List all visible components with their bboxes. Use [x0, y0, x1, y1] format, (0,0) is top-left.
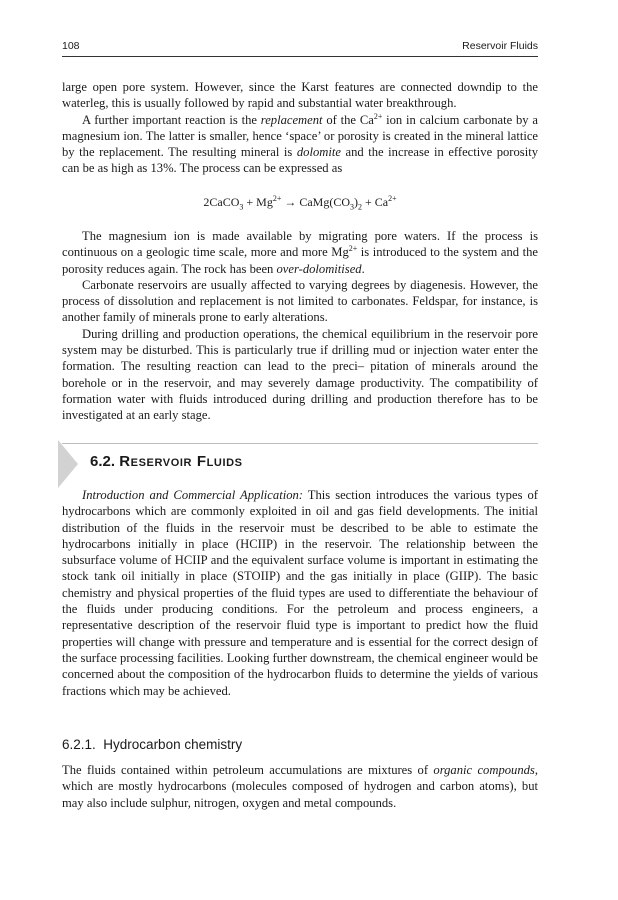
- term-replacement: replacement: [260, 112, 323, 127]
- page-number: 108: [62, 40, 80, 52]
- term-dolomite: dolomite: [296, 145, 341, 160]
- term-over-dolomitised: over-dolomitised: [276, 261, 362, 276]
- text-block-karst: [62, 79, 538, 177]
- text-block-diagenesis: [62, 228, 538, 424]
- paragraph-magnesium: The magnesium ion is made available by migrating pore waters. If the process is continuous on a geologic time scale, more and more $Mg^{2+}$ is introduced to the system and the porosity reduces again. The rock has been over-dolomitised.: [62, 229, 538, 276]
- subsection-title: Hydrocarbon chemistry: [103, 737, 243, 752]
- paragraph-carbonate: Carbonate reservoirs are usually affected to varying degrees by diagenesis. However, the process of dissolution and replacement is not limited to carbonates. Feldspar, for instance, is another family of minerals prone to early alterations.: [62, 277, 538, 325]
- section-number: 6.2.: [90, 453, 116, 470]
- section-rule: [62, 443, 538, 444]
- running-title: Reservoir Fluids: [462, 40, 538, 52]
- paragraph-drilling: During drilling and production operations, the chemical equilibrium in the reservoir pore system may be disturbed. This is particularly true if drilling mud or injection water enter the formation. The resulting reaction can lead to the preci– pitation of minerals around the borehole or in the reservoir, and may severely damage productivity. The compatibility of formation water with fluids introduced during drilling and production therefore has to be investigated at an early stage.: [62, 326, 538, 423]
- section-heading: [90, 453, 243, 470]
- intro-label: Introduction and Commercial Application:: [82, 488, 303, 502]
- section-title: Reservoir Fluids: [119, 453, 243, 470]
- paragraph-hydrocarbons: The fluids contained within petroleum accumulations are mixtures of organic compounds, which are mostly hydrocarbons (molecules composed of hydrogen and carbon atoms), but may also include sulphur, nitrogen, oxygen and metal compounds.: [62, 763, 538, 810]
- text-block-introduction: [62, 487, 538, 699]
- paragraph-introduction: Introduction and Commercial Application: This section introduces the various types of hydrocarbons which are commonly exploited in oil and gas field developments. The initial distribution of the fluids in the reservoir must be described to be able to estimate the hydrocarbons initially in place (HCIIP) in the reservoir. The relationship between the subsurface volume of HCIIP and the equivalent surface volume is important in estimating the stock tank oil initially in place (STOIIP) and the gas initially in place (GIIP). The basic chemistry and physical properties of the fluid types are used to differentiate the behaviour of the fluids under producing conditions. For the petroleum and process engineers, a representative description of the reservoir fluid type is important to predict how the fluid properties will change with pressure and temperature and is essential for the correct design of the surface processing facilities. Looking further downstream, the chemical engineer would be concerned about the composition of the hydrocarbon fluids to determine the yields of various fractions which may be achieved.: [62, 488, 538, 698]
- section-arrow-marker: [58, 440, 78, 488]
- dolomitisation-equation: 2CaCO$_3$ + $Mg^{2+}$ → $CaMg(CO_3)_2 + Ca^{2+}$: [203, 194, 397, 212]
- subsection-number: 6.2.1.: [62, 737, 96, 752]
- term-organic-compounds: organic compounds: [433, 763, 535, 777]
- text-block-hydrocarbons: [62, 762, 538, 811]
- paragraph-replacement: A further important reaction is the replacement of the $Ca^{2+}$ ion in calcium carbonate by a magnesium ion. The latter is smaller, hence ‘space’ or porosity is created in the mineral lattice by the replacement. The resulting mineral is dolomite and the increase in effective porosity can be as high as 13%. The process can be expressed as: [62, 111, 538, 176]
- paragraph-karst: large open pore system. However, since the Karst features are connected downdip to the waterleg, this is usually followed by rapid and substantial water breakthrough.: [62, 80, 538, 111]
- subsection-heading: [62, 737, 242, 752]
- header-rule: [62, 56, 538, 57]
